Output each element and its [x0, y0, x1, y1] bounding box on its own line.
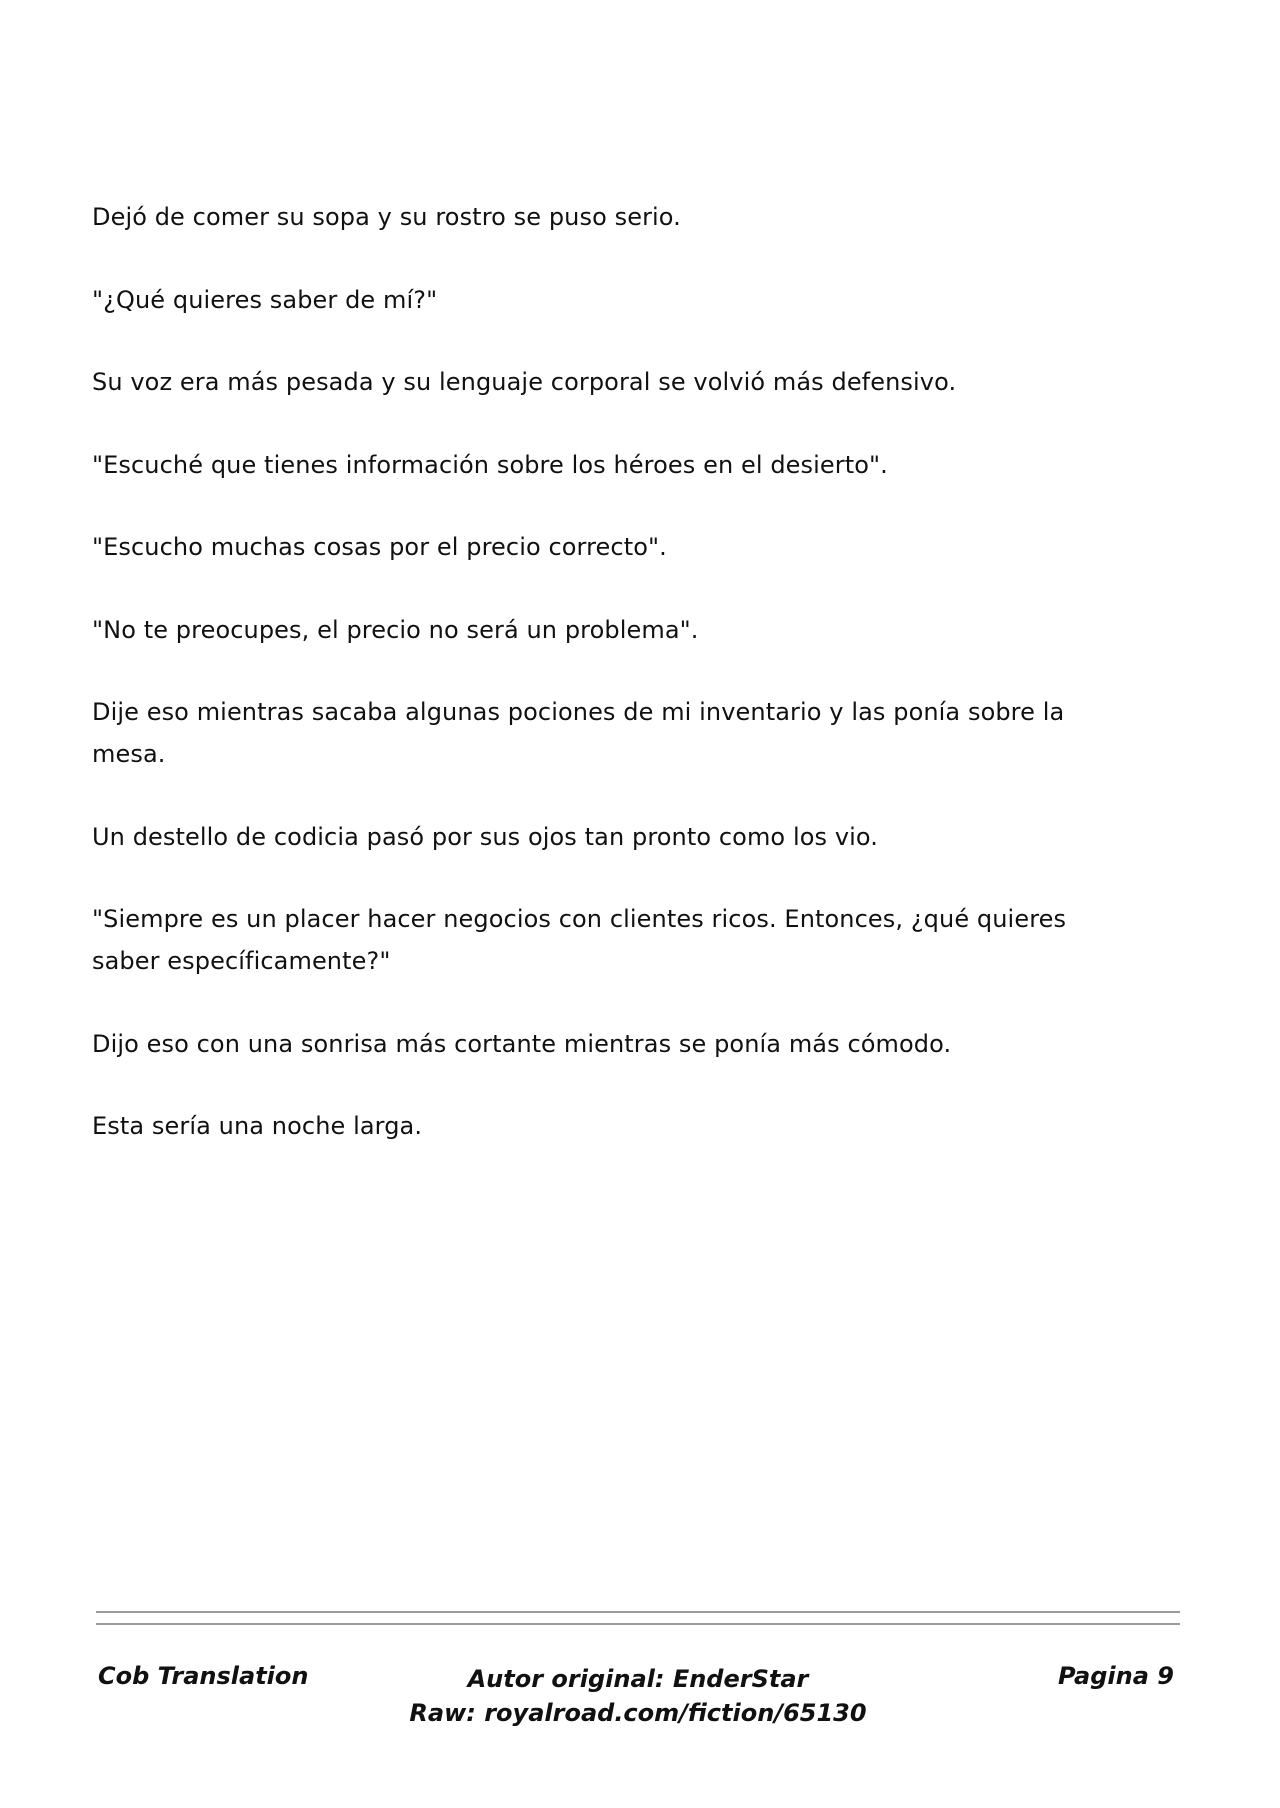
paragraph: "Siempre es un placer hacer negocios con clientes ricos. Entonces, ¿qué quieres saber específicamente?"	[92, 905, 1067, 975]
footer-credits	[96, 1662, 1180, 1730]
paragraph: "No te preocupes, el precio no será un problema".	[92, 615, 699, 644]
paragraph: "Escucho muchas cosas por el precio correcto".	[92, 533, 667, 561]
footer-translator: Cob Translation	[98, 1662, 309, 1690]
paragraph: Dije eso mientras sacaba algunas pociones de mi inventario y las ponía sobre la mesa.	[92, 698, 1065, 768]
paragraph: Un destello de codicia pasó por sus ojos tan pronto como los vio.	[92, 822, 878, 851]
footer-author: Autor original: EnderStar	[467, 1665, 809, 1693]
paragraph: Dijo eso con una sonrisa más cortante mientras se ponía más cómodo.	[92, 1029, 952, 1058]
footer-raw-link: Raw: royalroad.com/fiction/65130	[409, 1699, 867, 1727]
paragraph: Su voz era más pesada y su lenguaje corporal se volvió más defensivo.	[92, 368, 957, 396]
paragraph: "¿Qué quieres saber de mí?"	[92, 285, 438, 314]
footer-divider-top	[96, 1611, 1180, 1613]
paragraph: Esta sería una noche larga.	[92, 1112, 423, 1140]
paragraph: Dejó de comer su sopa y su rostro se puso serio.	[92, 203, 681, 231]
paragraph: "Escuché que tienes información sobre los héroes en el desierto".	[92, 450, 888, 479]
page-number: Pagina 9	[1058, 1662, 1174, 1690]
page-footer	[96, 1654, 1180, 1734]
footer-divider-bottom	[96, 1623, 1180, 1625]
body-text	[92, 196, 1122, 1188]
